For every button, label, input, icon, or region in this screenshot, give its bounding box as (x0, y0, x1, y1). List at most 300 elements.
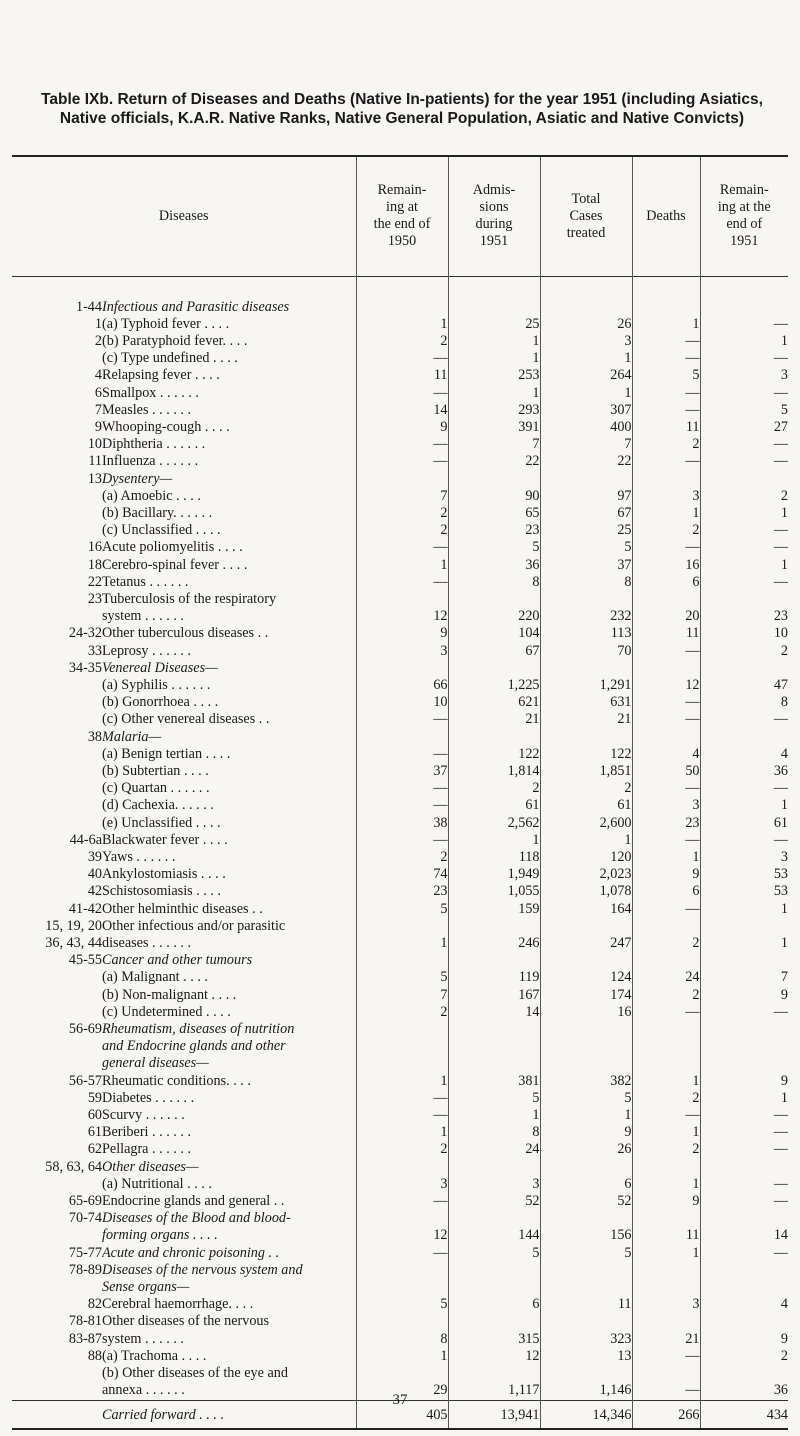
row-remaining-end (700, 1159, 788, 1176)
table-row (12, 935, 788, 952)
row-deaths (632, 471, 700, 488)
row-code (12, 815, 102, 832)
row-disease: (a) Trachoma . . . . (102, 1347, 207, 1364)
header-remaining-start (356, 156, 448, 276)
row-remaining-start (356, 1313, 448, 1330)
row-deaths: 3 (632, 797, 700, 814)
row-deaths: — (632, 1004, 700, 1021)
row-disease: Scurvy . . . . . . (102, 1107, 185, 1124)
row-code: 2 (94, 332, 102, 349)
row-code: 22 (87, 573, 102, 590)
row-admissions: 2 (448, 780, 540, 797)
spacer-row (12, 276, 788, 299)
row-remaining-start: — (356, 574, 448, 591)
row-disease: Diseases of the Blood and blood- (102, 1210, 291, 1227)
row-disease: diseases . . . . . . (102, 935, 192, 952)
row-admissions (448, 1021, 540, 1038)
table-row (12, 1210, 788, 1227)
row-admissions: 293 (448, 402, 540, 419)
table-row (12, 729, 788, 746)
row-remaining-end: — (700, 522, 788, 539)
row-code: 58, 63, 64 (45, 1158, 102, 1175)
row-remaining-end: — (700, 385, 788, 402)
row-remaining-end: 1 (700, 333, 788, 350)
row-disease: Acute poliomyelitis . . . . (102, 539, 243, 556)
row-deaths (632, 729, 700, 746)
row-total-cases: 97 (540, 488, 632, 505)
row-deaths: 6 (632, 883, 700, 900)
row-remaining-end: 1 (700, 935, 788, 952)
row-total-cases: 264 (540, 367, 632, 384)
row-code: 56-57 (68, 1072, 102, 1089)
row-deaths: — (632, 402, 700, 419)
header-admissions (448, 156, 540, 276)
row-remaining-start: — (356, 1245, 448, 1262)
row-remaining-end: — (700, 780, 788, 797)
row-disease: Other helminthic diseases . . (102, 900, 263, 917)
row-total-cases: 7 (540, 436, 632, 453)
row-remaining-end: 4 (700, 746, 788, 763)
row-total-cases (540, 729, 632, 746)
row-remaining-end (700, 918, 788, 935)
table-row (12, 797, 788, 814)
row-disease: Diphtheria . . . . . . (102, 436, 206, 453)
row-total-cases: 16 (540, 1004, 632, 1021)
row-deaths: 9 (632, 1193, 700, 1210)
row-admissions: 1 (448, 1107, 540, 1124)
row-remaining-end (700, 1038, 788, 1055)
row-code: 6 (94, 384, 102, 401)
row-disease: (a) Syphilis . . . . . . (102, 676, 211, 693)
table-row (12, 866, 788, 883)
row-disease: Diabetes . . . . . . (102, 1089, 195, 1106)
row-remaining-start (356, 918, 448, 935)
row-disease: Yaws . . . . . . (102, 849, 176, 865)
row-remaining-start: 14 (356, 402, 448, 419)
total-deaths: 266 (632, 1400, 700, 1429)
row-admissions: 1,055 (448, 883, 540, 900)
row-total-cases: 13 (540, 1348, 632, 1365)
row-remaining-end: — (700, 1176, 788, 1193)
row-remaining-start: — (356, 436, 448, 453)
row-remaining-start: — (356, 746, 448, 763)
row-code: 65-69 (68, 1193, 102, 1210)
row-remaining-end: 9 (700, 1331, 788, 1348)
table-row (12, 1124, 788, 1141)
row-deaths: — (632, 1348, 700, 1365)
row-disease: Tetanus . . . . . . (102, 573, 189, 590)
row-remaining-start: 1 (356, 1124, 448, 1141)
row-deaths: 1 (632, 316, 700, 333)
row-admissions: 104 (448, 625, 540, 642)
row-deaths (632, 1262, 700, 1279)
row-code: 11 (88, 453, 102, 470)
row-admissions: 21 (448, 711, 540, 728)
table-row (12, 402, 788, 419)
row-remaining-start: 5 (356, 1296, 448, 1313)
row-code: 4 (94, 367, 102, 384)
row-remaining-start (356, 1055, 448, 1072)
row-remaining-end: 3 (700, 849, 788, 866)
row-remaining-end (700, 591, 788, 608)
row-code: 45-55 (68, 952, 102, 969)
header-remaining-end (700, 156, 788, 276)
row-disease: Schistosomiasis . . . . (102, 883, 222, 900)
row-total-cases (540, 1313, 632, 1330)
row-remaining-start: 9 (356, 419, 448, 436)
row-admissions (448, 1159, 540, 1176)
row-disease: (c) Unclassified . . . . (102, 522, 221, 539)
row-code: 39 (87, 849, 102, 865)
row-total-cases (540, 1055, 632, 1072)
row-admissions: 8 (448, 1124, 540, 1141)
row-remaining-start (356, 1262, 448, 1279)
row-code: 7 (94, 401, 102, 418)
row-deaths: — (632, 694, 700, 711)
table-row (12, 488, 788, 505)
row-total-cases: 61 (540, 797, 632, 814)
row-total-cases (540, 660, 632, 677)
table-row (12, 1021, 788, 1038)
table-row (12, 763, 788, 780)
row-total-cases: 52 (540, 1193, 632, 1210)
row-disease: Rheumatic conditions. . . . (102, 1072, 251, 1089)
row-disease: Relapsing fever . . . . (102, 367, 220, 384)
row-disease: (b) Paratyphoid fever. . . . (102, 332, 248, 349)
row-admissions (448, 1055, 540, 1072)
row-deaths: 16 (632, 557, 700, 574)
row-code: 33 (87, 642, 102, 659)
row-total-cases: 2,023 (540, 866, 632, 883)
row-remaining-end (700, 1021, 788, 1038)
row-remaining-end: 53 (700, 866, 788, 883)
row-admissions: 8 (448, 574, 540, 591)
table-row (12, 952, 788, 969)
row-deaths: 3 (632, 1296, 700, 1313)
row-remaining-end: 1 (700, 797, 788, 814)
table-row (12, 1055, 788, 1072)
row-admissions: 246 (448, 935, 540, 952)
row-remaining-start (356, 1210, 448, 1227)
row-code (12, 1365, 102, 1382)
row-admissions: 1 (448, 832, 540, 849)
row-admissions (448, 1279, 540, 1296)
row-remaining-end: 8 (700, 694, 788, 711)
row-remaining-start: — (356, 1193, 448, 1210)
row-admissions: 2,562 (448, 815, 540, 832)
row-remaining-start: 2 (356, 1141, 448, 1158)
row-code: 88 (87, 1347, 102, 1364)
row-remaining-start: — (356, 385, 448, 402)
row-disease: Beriberi . . . . . . (102, 1124, 192, 1141)
table-row (12, 1193, 788, 1210)
header-total-text: Total Cases treated (566, 190, 606, 241)
row-code (12, 1038, 102, 1055)
row-deaths: — (632, 539, 700, 556)
row-admissions: 381 (448, 1073, 540, 1090)
row-disease: (a) Nutritional . . . . (102, 1175, 212, 1192)
row-code (12, 1176, 102, 1193)
row-total-cases (540, 1279, 632, 1296)
row-remaining-end: — (700, 832, 788, 849)
row-disease: Ankylostomiasis . . . . (102, 866, 226, 883)
row-code (12, 969, 102, 986)
table-row (12, 1227, 788, 1244)
row-deaths: 1 (632, 1176, 700, 1193)
row-remaining-end (700, 952, 788, 969)
row-remaining-end (700, 1279, 788, 1296)
row-remaining-end: — (700, 1004, 788, 1021)
table-row (12, 385, 788, 402)
row-admissions: 1,814 (448, 763, 540, 780)
row-total-cases: 37 (540, 557, 632, 574)
row-deaths: — (632, 643, 700, 660)
row-total-cases: 3 (540, 333, 632, 350)
row-total-cases: 124 (540, 969, 632, 986)
row-remaining-start: 38 (356, 815, 448, 832)
row-remaining-end (700, 1365, 788, 1382)
row-disease: (a) Malignant . . . . (102, 969, 208, 986)
row-code (12, 694, 102, 711)
header-admissions-text: Admis- sions during 1951 (472, 182, 516, 250)
row-admissions: 61 (448, 797, 540, 814)
row-code (12, 677, 102, 694)
row-remaining-end: 36 (700, 1382, 788, 1400)
total-remaining-start: 405 (356, 1400, 448, 1429)
row-code: 82 (87, 1296, 102, 1313)
row-remaining-end: 7 (700, 969, 788, 986)
row-admissions (448, 471, 540, 488)
table-row (12, 1279, 788, 1296)
row-remaining-end: 9 (700, 987, 788, 1004)
table-row (12, 815, 788, 832)
row-code: 78-89 (68, 1261, 102, 1278)
row-remaining-start: 9 (356, 625, 448, 642)
table-row (12, 350, 788, 367)
row-admissions: 24 (448, 1141, 540, 1158)
row-remaining-end: — (700, 1124, 788, 1141)
row-total-cases (540, 1038, 632, 1055)
row-remaining-end: — (700, 453, 788, 470)
row-total-cases: 232 (540, 608, 632, 625)
row-remaining-end: — (700, 1107, 788, 1124)
row-admissions (448, 591, 540, 608)
row-deaths: — (632, 333, 700, 350)
row-deaths (632, 1038, 700, 1055)
row-code: 18 (87, 556, 102, 573)
row-total-cases: 6 (540, 1176, 632, 1193)
table-row (12, 1159, 788, 1176)
row-disease: (c) Undetermined . . . . (102, 1003, 231, 1020)
row-remaining-end (700, 1210, 788, 1227)
row-admissions (448, 660, 540, 677)
table-row (12, 419, 788, 436)
row-total-cases: 156 (540, 1227, 632, 1244)
row-disease: Pellagra . . . . . . (102, 1141, 192, 1158)
row-disease: (d) Cachexia. . . . . . (102, 797, 214, 814)
row-deaths: — (632, 350, 700, 367)
row-remaining-end: 36 (700, 763, 788, 780)
row-code: 16 (87, 539, 102, 556)
row-remaining-start: 3 (356, 643, 448, 660)
header-deaths-text: Deaths (646, 207, 686, 224)
row-disease: Malaria— (102, 728, 162, 745)
row-code: 24-32 (68, 625, 102, 642)
row-code (12, 797, 102, 814)
table-row (12, 1296, 788, 1313)
row-admissions: 3 (448, 1176, 540, 1193)
table-row (12, 643, 788, 660)
table-row (12, 1245, 788, 1262)
row-total-cases: 2 (540, 780, 632, 797)
row-remaining-start: — (356, 453, 448, 470)
row-disease: Measles . . . . . . (102, 401, 192, 418)
row-code: 34-35 (68, 659, 102, 676)
row-remaining-start (356, 1021, 448, 1038)
row-remaining-end: — (700, 436, 788, 453)
row-admissions: 315 (448, 1331, 540, 1348)
row-disease: Sense organs— (102, 1279, 190, 1296)
table-row (12, 1331, 788, 1348)
row-remaining-start: — (356, 797, 448, 814)
row-code (12, 1004, 102, 1021)
row-disease: general diseases— (102, 1055, 209, 1072)
row-deaths: — (632, 711, 700, 728)
row-remaining-start: 12 (356, 608, 448, 625)
row-total-cases: 631 (540, 694, 632, 711)
table-row (12, 694, 788, 711)
row-total-cases: 164 (540, 901, 632, 918)
row-total-cases: 247 (540, 935, 632, 952)
total-remaining-end: 434 (700, 1400, 788, 1429)
row-code: 62 (87, 1141, 102, 1158)
row-remaining-end: 61 (700, 815, 788, 832)
row-total-cases (540, 918, 632, 935)
row-deaths: — (632, 385, 700, 402)
row-disease: and Endocrine glands and other (102, 1038, 286, 1055)
row-remaining-end: — (700, 711, 788, 728)
row-disease: Acute and chronic poisoning . . (102, 1244, 280, 1261)
row-remaining-start (356, 660, 448, 677)
row-admissions: 23 (448, 522, 540, 539)
row-admissions (448, 952, 540, 969)
row-deaths: 12 (632, 677, 700, 694)
row-code: 83-87 (68, 1330, 102, 1347)
row-remaining-start: 7 (356, 987, 448, 1004)
row-remaining-start: 7 (356, 488, 448, 505)
row-code (12, 608, 102, 625)
row-remaining-start: 1 (356, 316, 448, 333)
table-row (12, 660, 788, 677)
row-disease: Infectious and Parasitic diseases (102, 298, 290, 315)
row-admissions: 36 (448, 557, 540, 574)
row-disease: annexa . . . . . . (102, 1382, 185, 1399)
table-row (12, 625, 788, 642)
table-row (12, 883, 788, 900)
row-remaining-start: 2 (356, 505, 448, 522)
table-row (12, 780, 788, 797)
row-disease: system . . . . . . (102, 608, 184, 625)
row-deaths (632, 660, 700, 677)
row-deaths: 11 (632, 1227, 700, 1244)
row-total-cases: 323 (540, 1331, 632, 1348)
row-total-cases: 400 (540, 419, 632, 436)
row-admissions: 621 (448, 694, 540, 711)
table-row (12, 1348, 788, 1365)
row-remaining-start: — (356, 1107, 448, 1124)
row-disease: forming organs . . . . (102, 1227, 218, 1244)
table-row (12, 505, 788, 522)
row-total-cases: 21 (540, 711, 632, 728)
row-remaining-end: 47 (700, 677, 788, 694)
header-diseases: Diseases (158, 207, 209, 224)
row-disease: (b) Other diseases of the eye and (102, 1365, 288, 1382)
table-row (12, 522, 788, 539)
row-deaths: 1 (632, 849, 700, 866)
table-row (12, 1107, 788, 1124)
row-deaths (632, 1210, 700, 1227)
row-admissions: 253 (448, 367, 540, 384)
row-remaining-end: 2 (700, 1348, 788, 1365)
row-remaining-start (356, 299, 448, 316)
row-deaths: 2 (632, 436, 700, 453)
row-deaths (632, 1365, 700, 1382)
row-admissions: 1,117 (448, 1382, 540, 1400)
row-admissions: 220 (448, 608, 540, 625)
row-remaining-start: 12 (356, 1227, 448, 1244)
table-row (12, 1365, 788, 1382)
row-deaths: — (632, 453, 700, 470)
row-admissions (448, 1038, 540, 1055)
row-admissions: 22 (448, 453, 540, 470)
row-total-cases: 174 (540, 987, 632, 1004)
row-disease: Leprosy . . . . . . (102, 642, 192, 659)
row-total-cases: 26 (540, 316, 632, 333)
row-admissions: 1 (448, 350, 540, 367)
row-total-cases: 1 (540, 385, 632, 402)
row-deaths: 2 (632, 522, 700, 539)
row-remaining-start: — (356, 711, 448, 728)
row-remaining-start: 5 (356, 969, 448, 986)
row-total-cases: 1,078 (540, 883, 632, 900)
row-disease: Blackwater fever . . . . (102, 831, 228, 848)
row-remaining-end: 27 (700, 419, 788, 436)
row-code (12, 488, 102, 505)
row-admissions: 391 (448, 419, 540, 436)
row-remaining-end: 3 (700, 367, 788, 384)
row-admissions: 5 (448, 1090, 540, 1107)
row-deaths: 1 (632, 1124, 700, 1141)
table-body (12, 276, 788, 1400)
row-disease: Other tuberculous diseases . . (102, 625, 269, 642)
table-row (12, 1262, 788, 1279)
table-row (12, 453, 788, 470)
row-disease: (c) Type undefined . . . . (102, 350, 238, 367)
row-remaining-end: 1 (700, 505, 788, 522)
row-deaths: — (632, 832, 700, 849)
table-row (12, 574, 788, 591)
row-disease: (b) Bacillary. . . . . . (102, 504, 213, 521)
row-code: 13 (87, 470, 102, 487)
table-row (12, 1073, 788, 1090)
row-remaining-start: 1 (356, 1348, 448, 1365)
row-remaining-end: — (700, 350, 788, 367)
row-remaining-end (700, 1313, 788, 1330)
row-total-cases (540, 591, 632, 608)
table-row (12, 471, 788, 488)
row-remaining-start: — (356, 780, 448, 797)
row-code (12, 505, 102, 522)
